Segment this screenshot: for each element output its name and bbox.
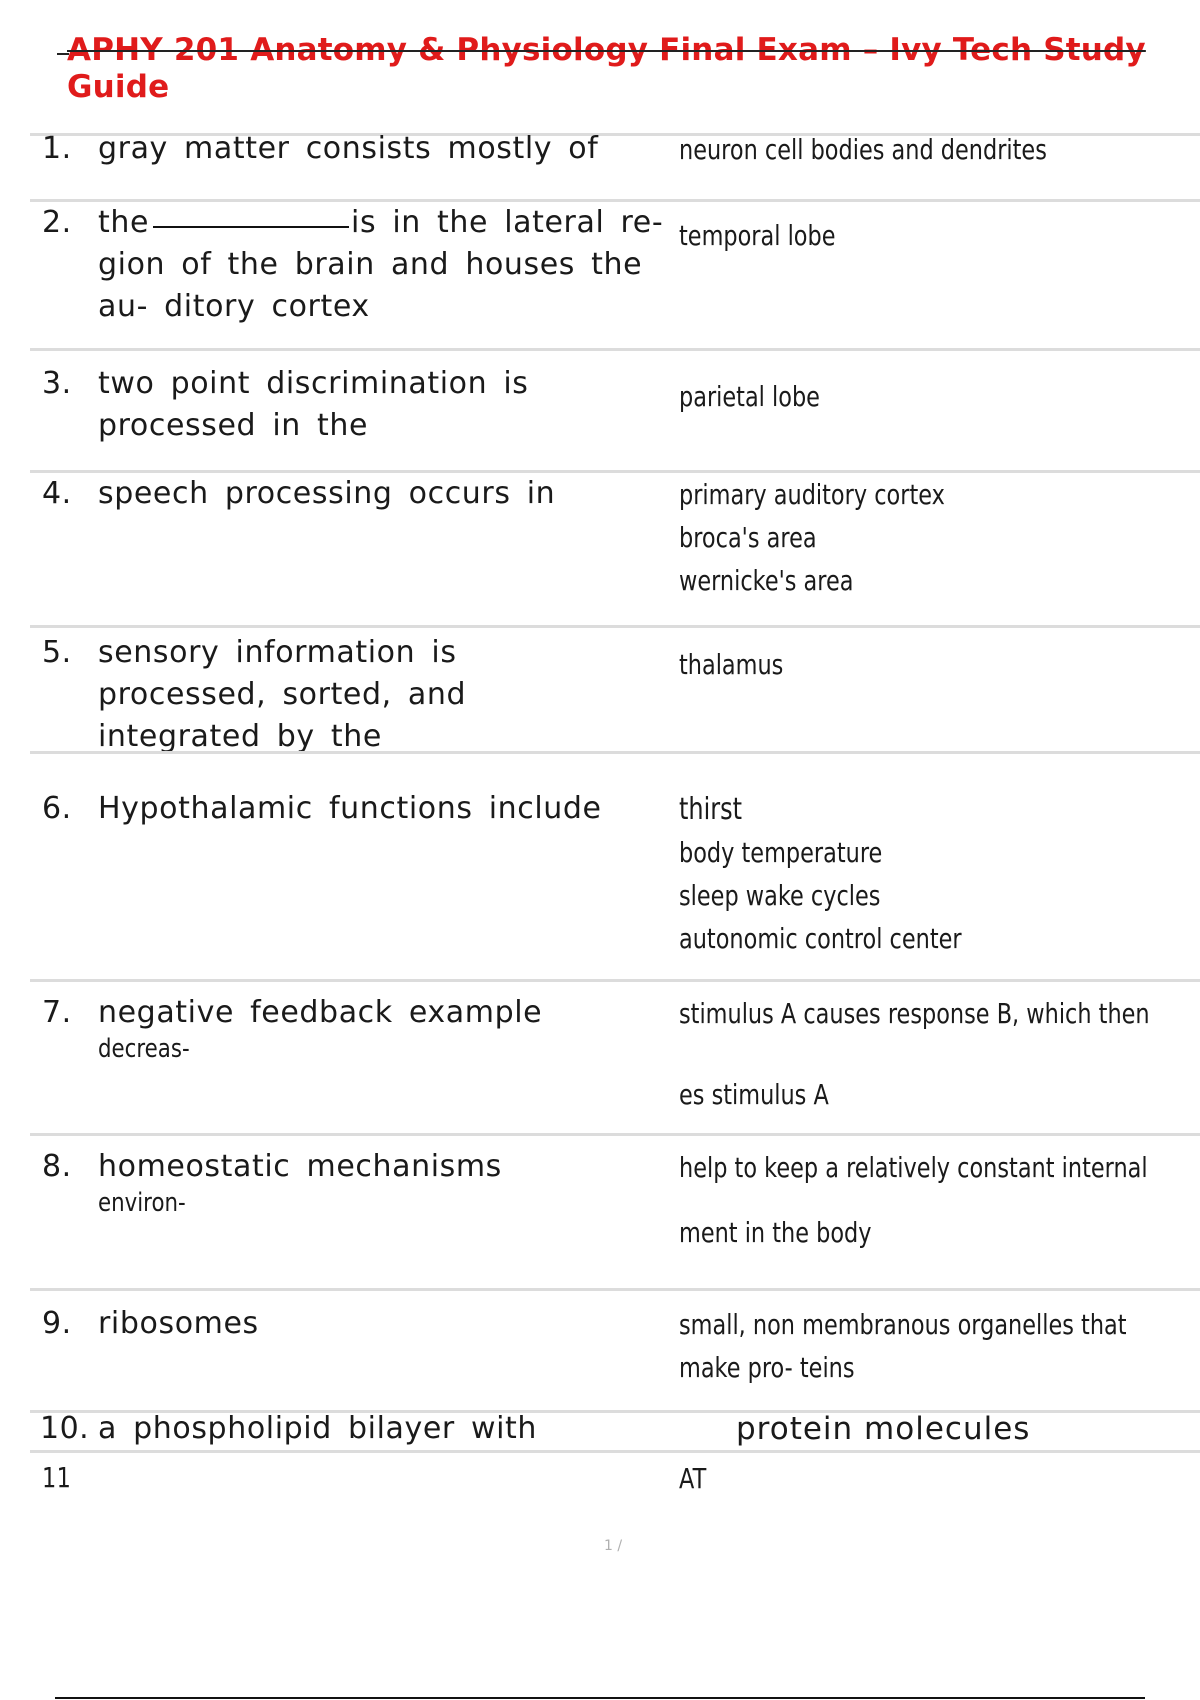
question-number: 9.	[42, 1306, 72, 1341]
question-number: 1.	[42, 131, 72, 166]
question-text-before-blank: the	[98, 205, 150, 240]
answer-text	[679, 473, 1167, 602]
answer-line: body temperature	[679, 836, 883, 869]
question-number: 6.	[42, 791, 72, 826]
answer-text	[679, 1457, 1167, 1500]
answer-line: AT	[679, 1462, 707, 1495]
answer-text	[679, 128, 1167, 171]
question-main: negative feedback example	[98, 995, 543, 1030]
answer-text	[679, 1146, 1167, 1254]
question-text: Hypothalamic functions include	[98, 791, 602, 826]
answer-text	[679, 788, 1167, 960]
answer-line: small, non membranous organelles that	[679, 1308, 1127, 1341]
answer-text	[736, 1408, 1200, 1451]
question-text: two point discrimination is processed in the	[98, 366, 529, 443]
answer-line: broca's area	[679, 521, 817, 554]
question-number: 5.	[42, 635, 72, 670]
answer-line: thalamus	[679, 648, 784, 681]
qa-row-2	[30, 199, 1200, 348]
question-number: 11	[42, 1461, 72, 1494]
qa-row-6	[30, 751, 1200, 980]
question-text: gray matter consists mostly of	[98, 131, 599, 166]
question-text: ribosomes	[98, 1306, 259, 1341]
document-title-line-2: Guide	[67, 69, 170, 105]
qa-row-1	[30, 133, 1200, 198]
document-title-line-1: APHY 201 Anatomy & Physiology Final Exam – Ivy Tech Study	[67, 32, 1146, 68]
document-title	[67, 32, 1187, 106]
answer-line: ment in the body	[679, 1216, 872, 1249]
question-continuation: environ-	[98, 1188, 186, 1218]
answer-line: primary auditory cortex	[679, 478, 945, 511]
footer-divider	[55, 1697, 1145, 1699]
question-number: 8.	[42, 1149, 72, 1184]
qa-row-11	[30, 1450, 1200, 1513]
answer-line: neuron cell bodies and dendrites	[679, 133, 1047, 166]
question-text: speech processing occurs in	[98, 476, 556, 511]
answer-line: stimulus A causes response B, which then	[679, 997, 1150, 1030]
qa-row-10	[30, 1410, 1200, 1453]
question-text: sensory information is processed, sorted, and integrated by the	[98, 635, 467, 754]
fill-in-blank-line	[153, 226, 349, 228]
qa-row-4	[30, 470, 1200, 626]
question-number: 4.	[42, 476, 72, 511]
question-text	[98, 202, 668, 328]
answer-line: parietal lobe	[679, 380, 820, 413]
qa-row-9	[30, 1288, 1200, 1413]
answer-line: temporal lobe	[679, 219, 836, 252]
answer-line: es stimulus A	[679, 1078, 829, 1111]
answer-line: help to keep a relatively constant internal	[679, 1151, 1148, 1184]
qa-row-7	[30, 979, 1200, 1134]
answer-line: wernicke's area	[679, 564, 854, 597]
answer-text	[679, 1303, 1167, 1389]
question-text	[98, 1146, 668, 1218]
question-text-after-blank: is in the lateral re- gion of the brain and houses the au- ditory cortex	[98, 205, 664, 324]
question-text	[98, 992, 668, 1064]
question-continuation: decreas-	[98, 1034, 190, 1064]
answer-line: make pro- teins	[679, 1351, 855, 1384]
question-number: 2.	[42, 205, 72, 240]
question-text: a phospholipid bilayer with	[98, 1411, 538, 1446]
answer-text	[679, 643, 1167, 686]
qa-row-5	[30, 625, 1200, 754]
question-number: 7.	[42, 995, 72, 1030]
answer-text	[679, 375, 1167, 418]
answer-line: protein molecules	[736, 1411, 1031, 1447]
answer-line: sleep wake cycles	[679, 879, 881, 912]
qa-row-3	[30, 348, 1200, 471]
answer-text	[679, 214, 1167, 257]
question-main: homeostatic mechanisms	[98, 1149, 502, 1184]
page-number: 1 /	[604, 1538, 623, 1554]
qa-row-8	[30, 1133, 1200, 1291]
answer-text	[679, 992, 1167, 1116]
answer-line: thirst	[679, 792, 743, 827]
answer-line: autonomic control center	[679, 922, 962, 955]
question-number: 3.	[42, 366, 72, 401]
question-number: 10.	[40, 1411, 90, 1446]
